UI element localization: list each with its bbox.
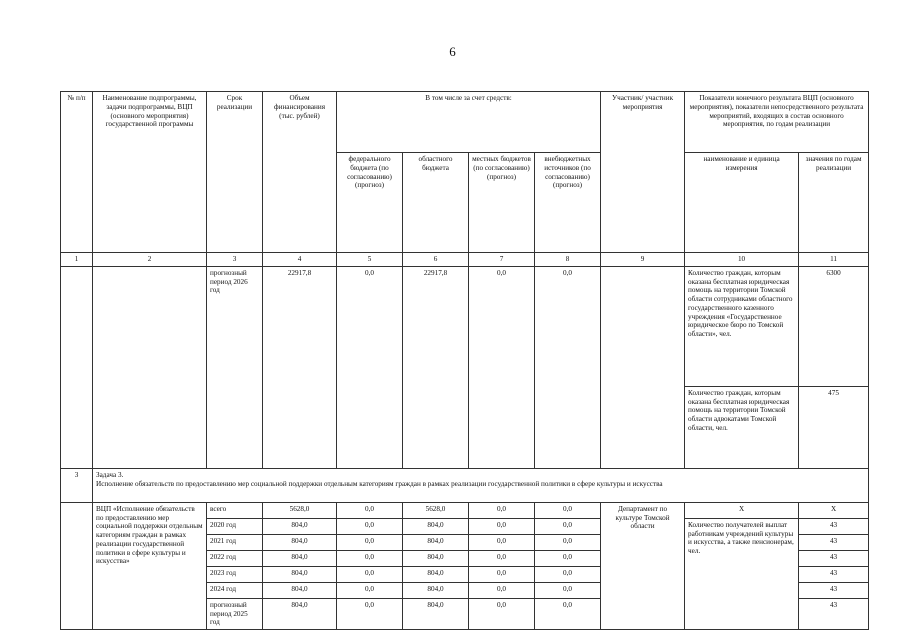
row-local: 0,0 <box>469 534 535 550</box>
row-volume: 804,0 <box>263 566 337 582</box>
block1-regional: 22917,8 <box>403 266 469 468</box>
header-term: Срок реализации <box>207 92 263 253</box>
row-offbudget: 0,0 <box>535 598 601 629</box>
row-local: 0,0 <box>469 518 535 534</box>
block1-indicator-name: Количество граждан, которым оказана бесплатная юридическая помощь на территории Томской области сотрудниками областного государственного казенного учреждения «Государственное юридическое бюро по Томской области», чел. <box>685 266 799 386</box>
column-number: 4 <box>263 253 337 267</box>
task-text: Исполнение обязательств по предоставлению мер социальной поддержки отдельным категориям граждан в рамках реализации государственной политики в сфере культуры и искусства <box>96 479 663 488</box>
row-federal: 0,0 <box>337 582 403 598</box>
row-offbudget: 0,0 <box>535 550 601 566</box>
program-table <box>60 91 869 630</box>
row-regional: 804,0 <box>403 534 469 550</box>
row-offbudget: 0,0 <box>535 518 601 534</box>
block1-offbudget: 0,0 <box>535 266 601 468</box>
row-indicator-value: 43 <box>799 518 869 534</box>
row-federal: 0,0 <box>337 534 403 550</box>
header-indicator-value: значения по годам реализации <box>799 153 869 253</box>
row-indicator-value: 43 <box>799 550 869 566</box>
row-volume: 804,0 <box>263 598 337 629</box>
block1-participant <box>601 266 685 468</box>
column-number: 8 <box>535 253 601 267</box>
cell-empty <box>93 266 207 468</box>
header-local: местных бюджетов (по согласованию) (прогноз) <box>469 153 535 253</box>
row-offbudget: 0,0 <box>535 502 601 518</box>
header-volume: Объем финансирования (тыс. рублей) <box>263 92 337 253</box>
block1-indicator-value: 6300 <box>799 266 869 386</box>
row-term: 2022 год <box>207 550 263 566</box>
row-volume: 804,0 <box>263 518 337 534</box>
block1-indicator-value: 475 <box>799 386 869 468</box>
column-number: 5 <box>337 253 403 267</box>
header-participant: Участник/ участник мероприятия <box>601 92 685 253</box>
header-indicator-name: наименование и единица измерения <box>685 153 799 253</box>
column-number: 10 <box>685 253 799 267</box>
row-offbudget: 0,0 <box>535 582 601 598</box>
row-local: 0,0 <box>469 598 535 629</box>
header-row-1 <box>61 92 869 153</box>
block1-term: прогнозный период 2026 год <box>207 266 263 468</box>
page-number: 6 <box>449 44 456 59</box>
cell-empty <box>61 502 93 629</box>
task-cell <box>93 468 869 502</box>
column-number: 1 <box>61 253 93 267</box>
row-term: 2021 год <box>207 534 263 550</box>
block1-federal: 0,0 <box>337 266 403 468</box>
row-offbudget: 0,0 <box>535 566 601 582</box>
header-federal: федерального бюджета (по согласованию) (прогноз) <box>337 153 403 253</box>
row-term: 2020 год <box>207 518 263 534</box>
row-volume: 5628,0 <box>263 502 337 518</box>
row-term: прогнозный период 2025 год <box>207 598 263 629</box>
row-local: 0,0 <box>469 582 535 598</box>
task-title: Задача 3. <box>96 470 124 479</box>
block1-indicator-name: Количество граждан, которым оказана бесплатная юридическая помощь на территории Томской области адвокатами Томской области, чел. <box>685 386 799 468</box>
row-local: 0,0 <box>469 550 535 566</box>
row-term: всего <box>207 502 263 518</box>
column-number: 3 <box>207 253 263 267</box>
row-indicator-value: 43 <box>799 534 869 550</box>
vcp-indicator-name: Количество получателей выплат работникам учреждений культуры и искусства, а также пенсионерам, чел. <box>685 518 799 629</box>
row-term: 2023 год <box>207 566 263 582</box>
header-regional: областного бюджета <box>403 153 469 253</box>
vcp-participant: Департамент по культуре Томской области <box>601 502 685 629</box>
row-federal: 0,0 <box>337 566 403 582</box>
row-indicator-name: Х <box>685 502 799 518</box>
row-offbudget: 0,0 <box>535 534 601 550</box>
task-number: 3 <box>61 468 93 502</box>
column-number: 6 <box>403 253 469 267</box>
task-row <box>61 468 869 502</box>
row-indicator-value: 43 <box>799 582 869 598</box>
cell-empty <box>61 266 93 468</box>
block1-local: 0,0 <box>469 266 535 468</box>
row-volume: 804,0 <box>263 550 337 566</box>
block1-volume: 22917,8 <box>263 266 337 468</box>
header-including: В том числе за счет средств: <box>337 92 601 153</box>
row-regional: 804,0 <box>403 582 469 598</box>
row-federal: 0,0 <box>337 550 403 566</box>
row-federal: 0,0 <box>337 502 403 518</box>
row-regional: 804,0 <box>403 518 469 534</box>
row-local: 0,0 <box>469 566 535 582</box>
row-local: 0,0 <box>469 502 535 518</box>
row-indicator-value: Х <box>799 502 869 518</box>
row-regional: 5628,0 <box>403 502 469 518</box>
table-row <box>61 266 869 386</box>
column-number: 7 <box>469 253 535 267</box>
column-number: 2 <box>93 253 207 267</box>
header-name: Наименование подпрограммы, задачи подпрограммы, ВЦП (основного мероприятия) государственной программы <box>93 92 207 253</box>
column-number: 11 <box>799 253 869 267</box>
row-volume: 804,0 <box>263 582 337 598</box>
table-row <box>61 502 869 518</box>
row-regional: 804,0 <box>403 566 469 582</box>
row-federal: 0,0 <box>337 518 403 534</box>
column-number: 9 <box>601 253 685 267</box>
row-indicator-value: 43 <box>799 566 869 582</box>
header-no: № п/п <box>61 92 93 253</box>
row-federal: 0,0 <box>337 598 403 629</box>
row-indicator-value: 43 <box>799 598 869 629</box>
row-regional: 804,0 <box>403 598 469 629</box>
row-term: 2024 год <box>207 582 263 598</box>
row-regional: 804,0 <box>403 550 469 566</box>
row-volume: 804,0 <box>263 534 337 550</box>
header-indicators: Показатели конечного результата ВЦП (основного мероприятия), показатели непосредственного результата мероприятий, входящих в состав основного мероприятия, по годам реализации <box>685 92 869 153</box>
vcp-name: ВЦП «Исполнение обязательств по предоставлению мер социальной поддержки отдельным категориям граждан в рамках реализации государственной политики в сфере культуры и искусства» <box>93 502 207 629</box>
header-offbudget: внебюджетных источников (по согласованию) (прогноз) <box>535 153 601 253</box>
column-numbers-row <box>61 253 869 267</box>
